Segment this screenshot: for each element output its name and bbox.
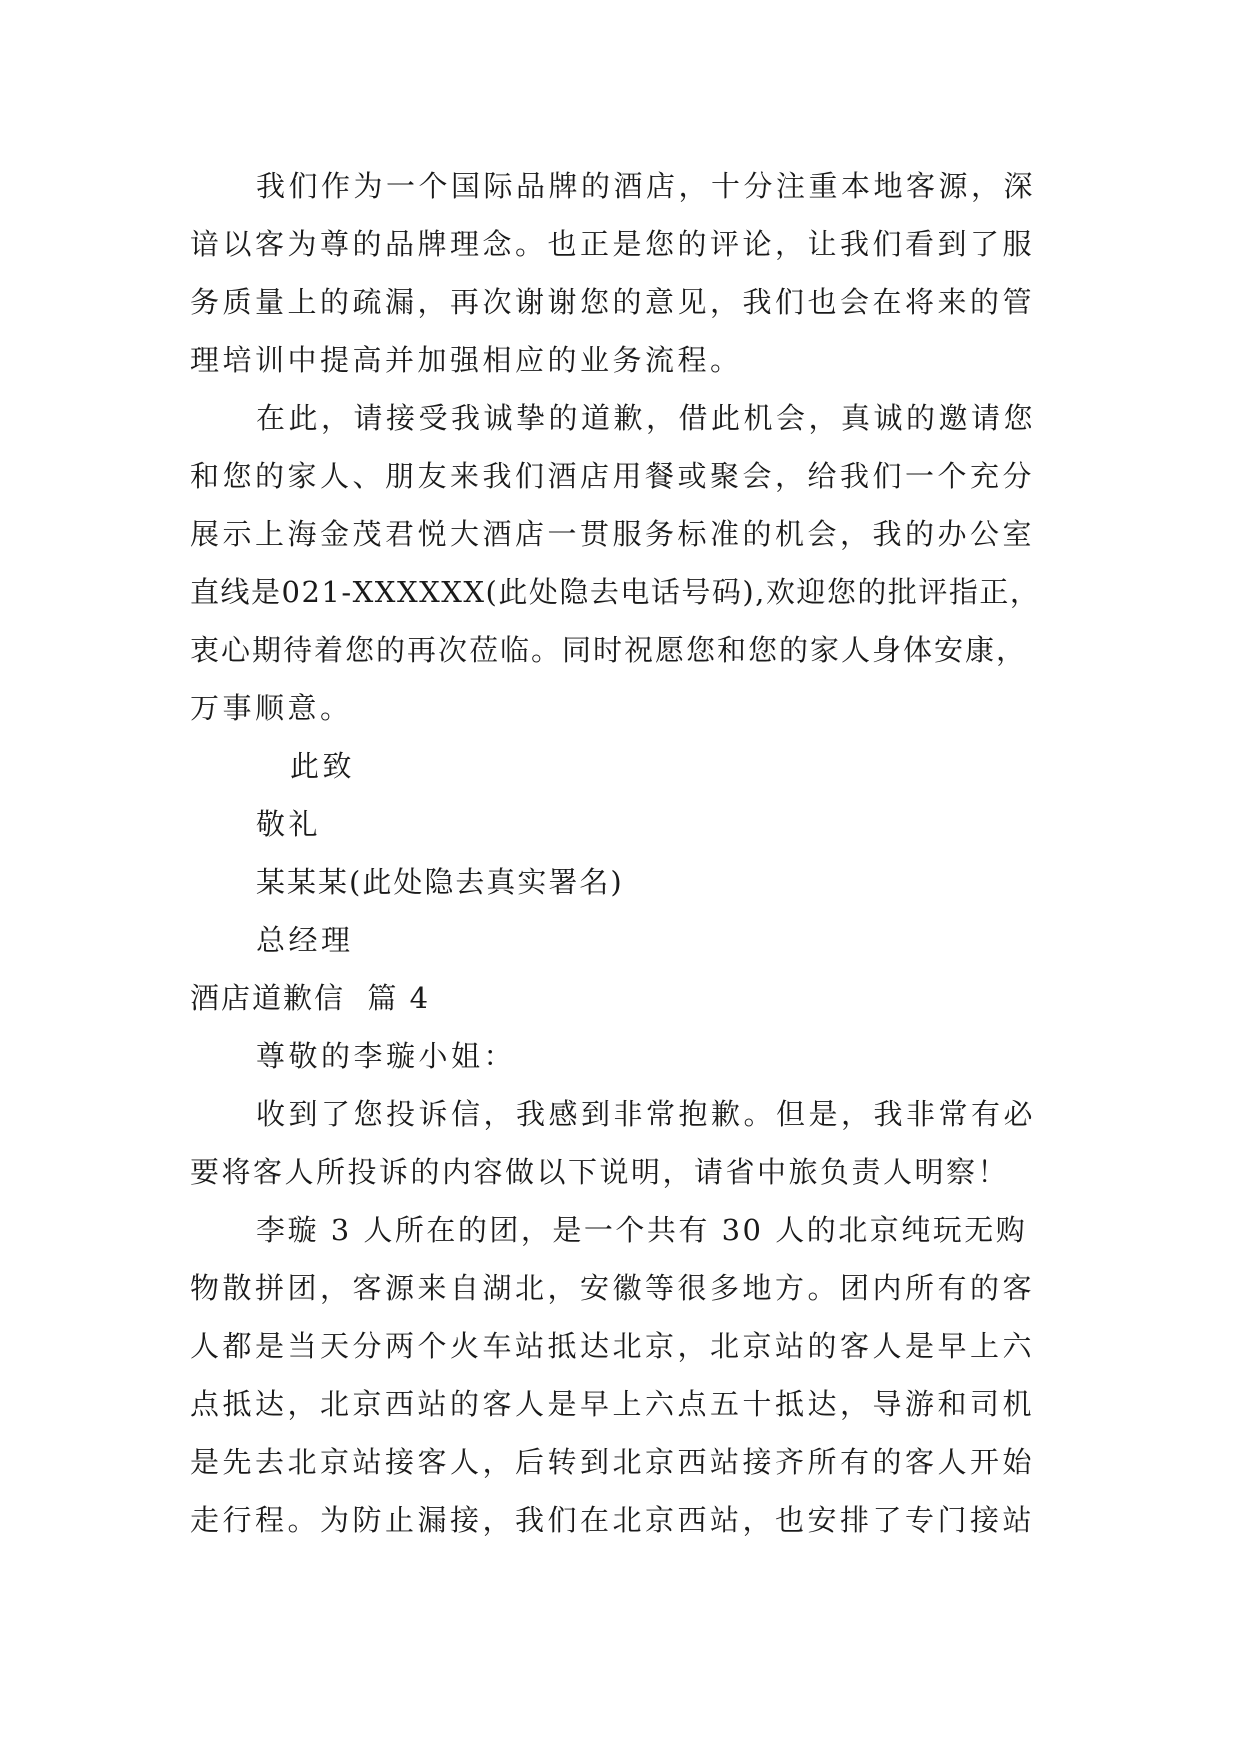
paragraph-line: 点抵达，北京西站的客人是早上六点五十抵达，导游和司机 bbox=[190, 1387, 1036, 1421]
closing-salutation: 敬礼 bbox=[256, 807, 322, 841]
paragraph-line: 走行程。为防止漏接，我们在北京西站，也安排了专门接站 bbox=[190, 1503, 1036, 1537]
signature-title: 总经理 bbox=[256, 923, 354, 957]
section-heading: 酒店道歉信 篇 4 bbox=[190, 981, 431, 1015]
paragraph-line: 理培训中提高并加强相应的业务流程。 bbox=[190, 343, 743, 377]
paragraph-line: 收到了您投诉信，我感到非常抱歉。但是，我非常有必 bbox=[256, 1097, 1037, 1131]
paragraph-line: 人都是当天分两个火车站抵达北京，北京站的客人是早上六 bbox=[190, 1329, 1036, 1363]
paragraph-line: 物散拼团，客源来自湖北，安徽等很多地方。团内所有的客 bbox=[190, 1271, 1036, 1305]
paragraph-line: 展示上海金茂君悦大酒店一贯服务标准的机会，我的办公室 bbox=[190, 517, 1036, 551]
paragraph-line: 是先去北京站接客人，后转到北京西站接齐所有的客人开始 bbox=[190, 1445, 1036, 1479]
paragraph-line: 万事顺意。 bbox=[190, 691, 353, 725]
paragraph-line: 我们作为一个国际品牌的酒店，十分注重本地客源，深 bbox=[256, 169, 1037, 203]
paragraph-line: 务质量上的疏漏，再次谢谢您的意见，我们也会在将来的管 bbox=[190, 285, 1036, 319]
paragraph-line: 在此，请接受我诚挚的道歉，借此机会，真诚的邀请您 bbox=[256, 401, 1037, 435]
paragraph-line: 直线是021-XXXXXX(此处隐去电话号码),欢迎您的批评指正， bbox=[190, 575, 1041, 609]
signature: 某某某(此处隐去真实署名) bbox=[256, 865, 624, 899]
paragraph-line: 谙以客为尊的品牌理念。也正是您的评论，让我们看到了服 bbox=[190, 227, 1036, 261]
paragraph-line: 李璇 3 人所在的团，是一个共有 30 人的北京纯玩无购 bbox=[256, 1213, 1028, 1247]
paragraph-line: 和您的家人、朋友来我们酒店用餐或聚会，给我们一个充分 bbox=[190, 459, 1036, 493]
paragraph-line: 衷心期待着您的再次莅临。同时祝愿您和您的家人身体安康， bbox=[190, 633, 1028, 667]
closing-salutation: 此致 bbox=[290, 749, 356, 783]
letter-greeting: 尊敬的李璇小姐： bbox=[256, 1039, 517, 1073]
paragraph-line: 要将客人所投诉的内容做以下说明，请省中旅负责人明察！ bbox=[190, 1155, 1010, 1189]
